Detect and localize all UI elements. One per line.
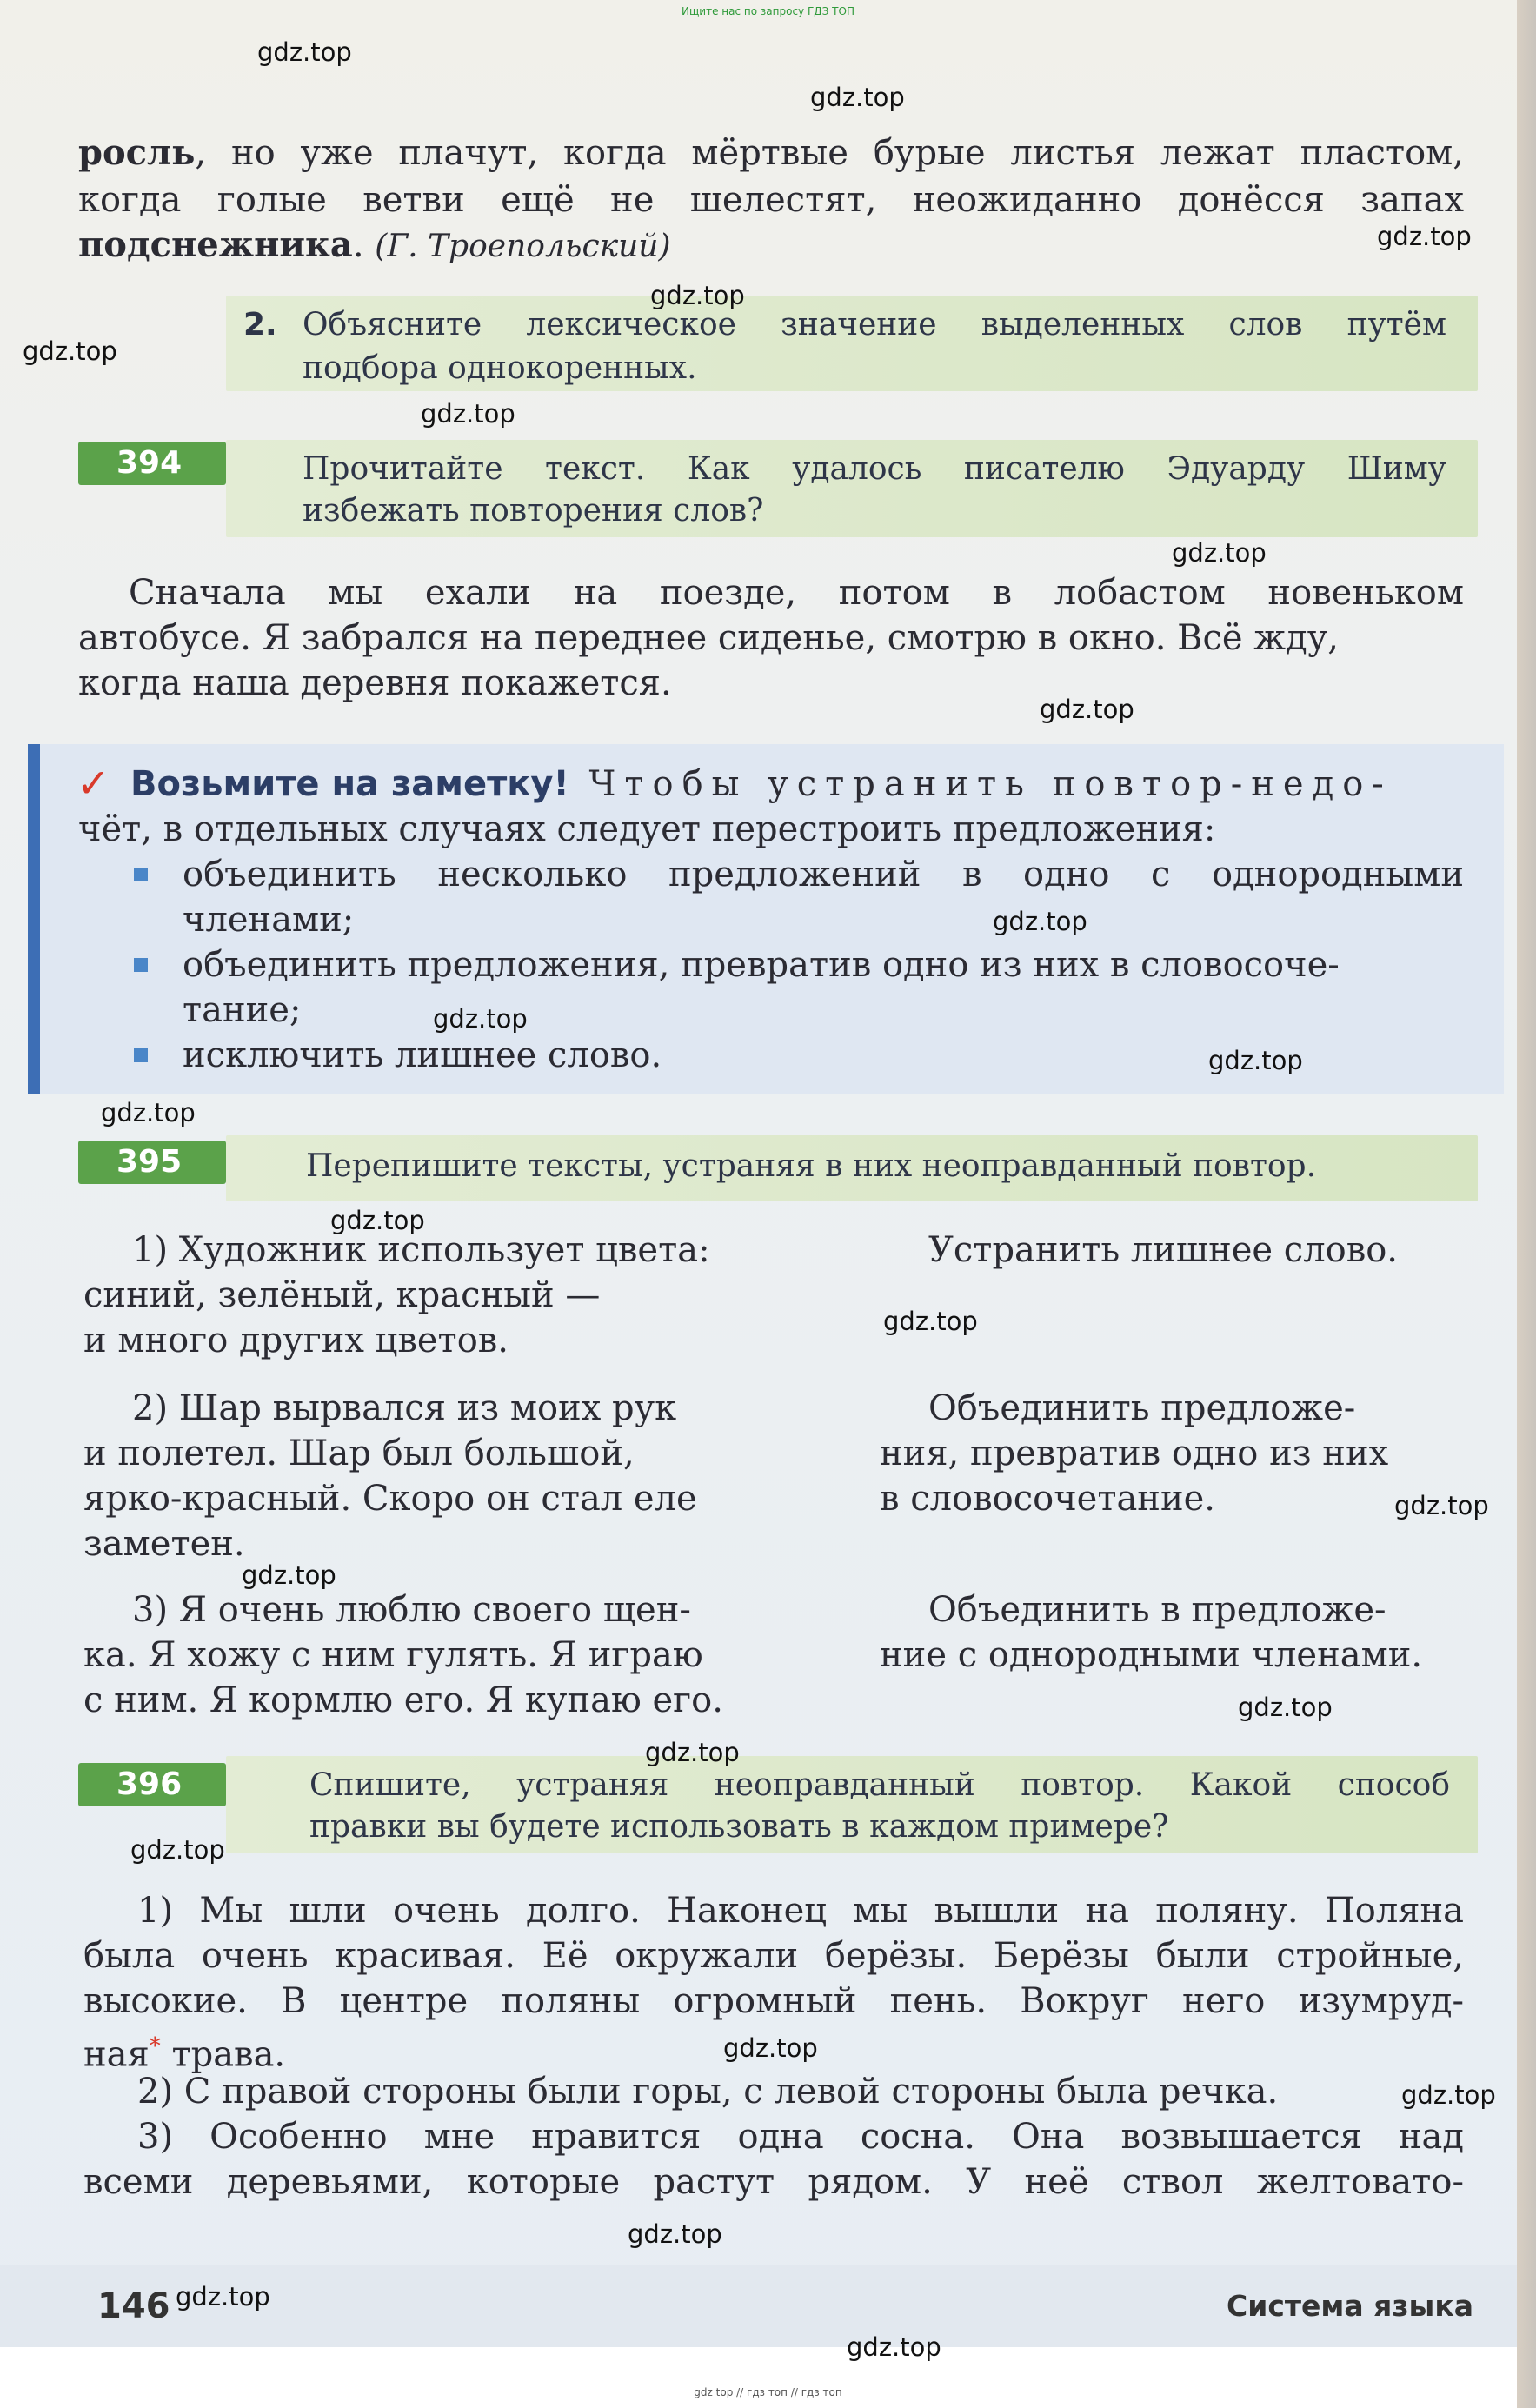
- watermark: gdz.top: [645, 1738, 740, 1767]
- watermark: gdz.top: [421, 399, 515, 429]
- note-title: Возьмите на заметку!: [130, 764, 569, 804]
- exercise-number-396: 396: [78, 1763, 226, 1806]
- item-left: 3) Я очень люблю своего щен- ка. Я хожу с ним гулять. Я играю с ним. Я кормлю его. Я купаю его.: [83, 1590, 723, 1720]
- item-right: Устранить лишнее слово.: [928, 1230, 1399, 1270]
- author: (Г. Троепольский): [375, 229, 671, 264]
- text-line: всеми деревьями, которые растут рядом. У неё ствол желтовато-: [83, 2162, 1464, 2202]
- watermark: gdz.top: [330, 1206, 425, 1235]
- watermark: gdz.top: [1172, 538, 1267, 568]
- text-line: автобусе. Я забрался на переднее сиденье, смотрю в окно. Всё жду,: [78, 618, 1339, 658]
- text-line: ная* трава.: [83, 2033, 286, 2075]
- note-line-1: Возьмите на заметку! Чтобы устранить повтор-недо-: [130, 764, 1393, 804]
- text-line: 2) С правой стороны были горы, с левой стороны была речка.: [137, 2072, 1279, 2112]
- watermark: gdz.top: [628, 2219, 722, 2249]
- bold-word: подснежника: [78, 224, 353, 265]
- intro-line-3: подснежника. (Г. Троепольский): [78, 224, 671, 265]
- item-left: 2) Шар вырвался из моих рук и полетел. Шар был большой, ярко-красный. Скоро он стал еле заметен.: [83, 1388, 697, 1564]
- watermark: gdz.top: [242, 1560, 336, 1590]
- watermark: gdz.top: [257, 37, 352, 67]
- note-item: тание;: [183, 990, 302, 1030]
- item-right: Объединить предложе- ния, превратив одно из них в словосочетание.: [880, 1388, 1389, 1519]
- task-line: Спишите, устраняя неоправданный повтор. Какой способ: [309, 1767, 1450, 1803]
- watermark: gdz.top: [883, 1307, 978, 1336]
- task-line: Объясните лексическое значение выделенных слов путём: [303, 307, 1446, 343]
- bold-word: росль: [78, 132, 196, 173]
- watermark: gdz.top: [23, 336, 117, 366]
- footnote-star: *: [149, 2033, 161, 2059]
- note-item: объединить предложения, превратив одно из них в словосоче-: [183, 945, 1340, 985]
- note-item: объединить несколько предложений в одно с однородными: [183, 855, 1464, 895]
- watermark: gdz.top: [723, 2033, 818, 2063]
- bullet-icon: [134, 1048, 148, 1062]
- note-accent-bar: [28, 744, 40, 1094]
- task-line: правки вы будете использовать в каждом примере?: [309, 1809, 1169, 1845]
- watermark: gdz.top: [1394, 1491, 1489, 1520]
- watermark: gdz.top: [130, 1835, 225, 1865]
- text-line: Сначала мы ехали на поезде, потом в лобастом новеньком: [129, 573, 1464, 613]
- watermark: gdz.top: [1040, 695, 1134, 724]
- bullet-icon: [134, 958, 148, 972]
- watermark: gdz.top: [176, 2282, 270, 2312]
- watermark: gdz.top: [433, 1004, 528, 1034]
- watermark: gdz.top: [101, 1098, 196, 1128]
- watermark: gdz.top: [1377, 222, 1472, 251]
- item-right: Объединить в предложе- ние с однородными членами.: [880, 1590, 1423, 1675]
- page-number: 146: [97, 2286, 170, 2326]
- item-left: 1) Художник использует цвета: синий, зелёный, красный — и много других цветов.: [83, 1230, 710, 1360]
- watermark: gdz.top: [650, 281, 745, 310]
- note-line-2: чёт, в отдельных случаях следует перестроить предложения:: [78, 809, 1216, 849]
- intro-line-2: когда голые ветви ещё не шелестят, неожиданно донёсся запах: [78, 180, 1464, 220]
- text-line: высокие. В центре поляны огромный пень. Вокруг него изумруд-: [83, 1981, 1464, 2021]
- check-icon: ✓: [76, 760, 110, 807]
- section-title: Система языка: [1226, 2289, 1473, 2323]
- watermark: gdz.top: [1401, 2080, 1496, 2110]
- bottom-banner[interactable]: gdz top // гдз топ // гдз топ: [694, 2386, 842, 2398]
- page-edge: [1517, 0, 1536, 2408]
- task-line: Прочитайте текст. Как удалось писателю Эдуарду Шиму: [303, 451, 1446, 487]
- task-line: подбора однокоренных.: [303, 350, 697, 386]
- note-item: исключить лишнее слово.: [183, 1035, 662, 1075]
- bullet-icon: [134, 868, 148, 881]
- watermark: gdz.top: [993, 907, 1087, 936]
- watermark: gdz.top: [810, 83, 905, 112]
- note-item: членами;: [183, 900, 355, 940]
- text-line: 1) Мы шли очень долго. Наконец мы вышли на поляну. Поляна: [137, 1891, 1464, 1931]
- task-line: избежать повторения слов?: [303, 493, 764, 529]
- watermark: gdz.top: [1208, 1046, 1303, 1075]
- exercise-number-394: 394: [78, 442, 226, 485]
- intro-line-1: росль, но уже плачут, когда мёртвые бурые листья лежат пластом,: [78, 132, 1464, 173]
- text-line: когда наша деревня покажется.: [78, 663, 672, 703]
- task-number: 2.: [243, 307, 277, 343]
- task-line: Перепишите тексты, устраняя в них неоправданный повтор.: [306, 1148, 1317, 1184]
- watermark: gdz.top: [847, 2332, 941, 2362]
- watermark: gdz.top: [1238, 1693, 1333, 1722]
- text-line: была очень красивая. Её окружали берёзы. Берёзы были стройные,: [83, 1936, 1464, 1976]
- text-line: 3) Особенно мне нравится одна сосна. Она возвышается над: [137, 2117, 1464, 2157]
- top-banner[interactable]: Ищите нас по запросу ГДЗ ТОП: [682, 5, 854, 17]
- exercise-number-395: 395: [78, 1141, 226, 1184]
